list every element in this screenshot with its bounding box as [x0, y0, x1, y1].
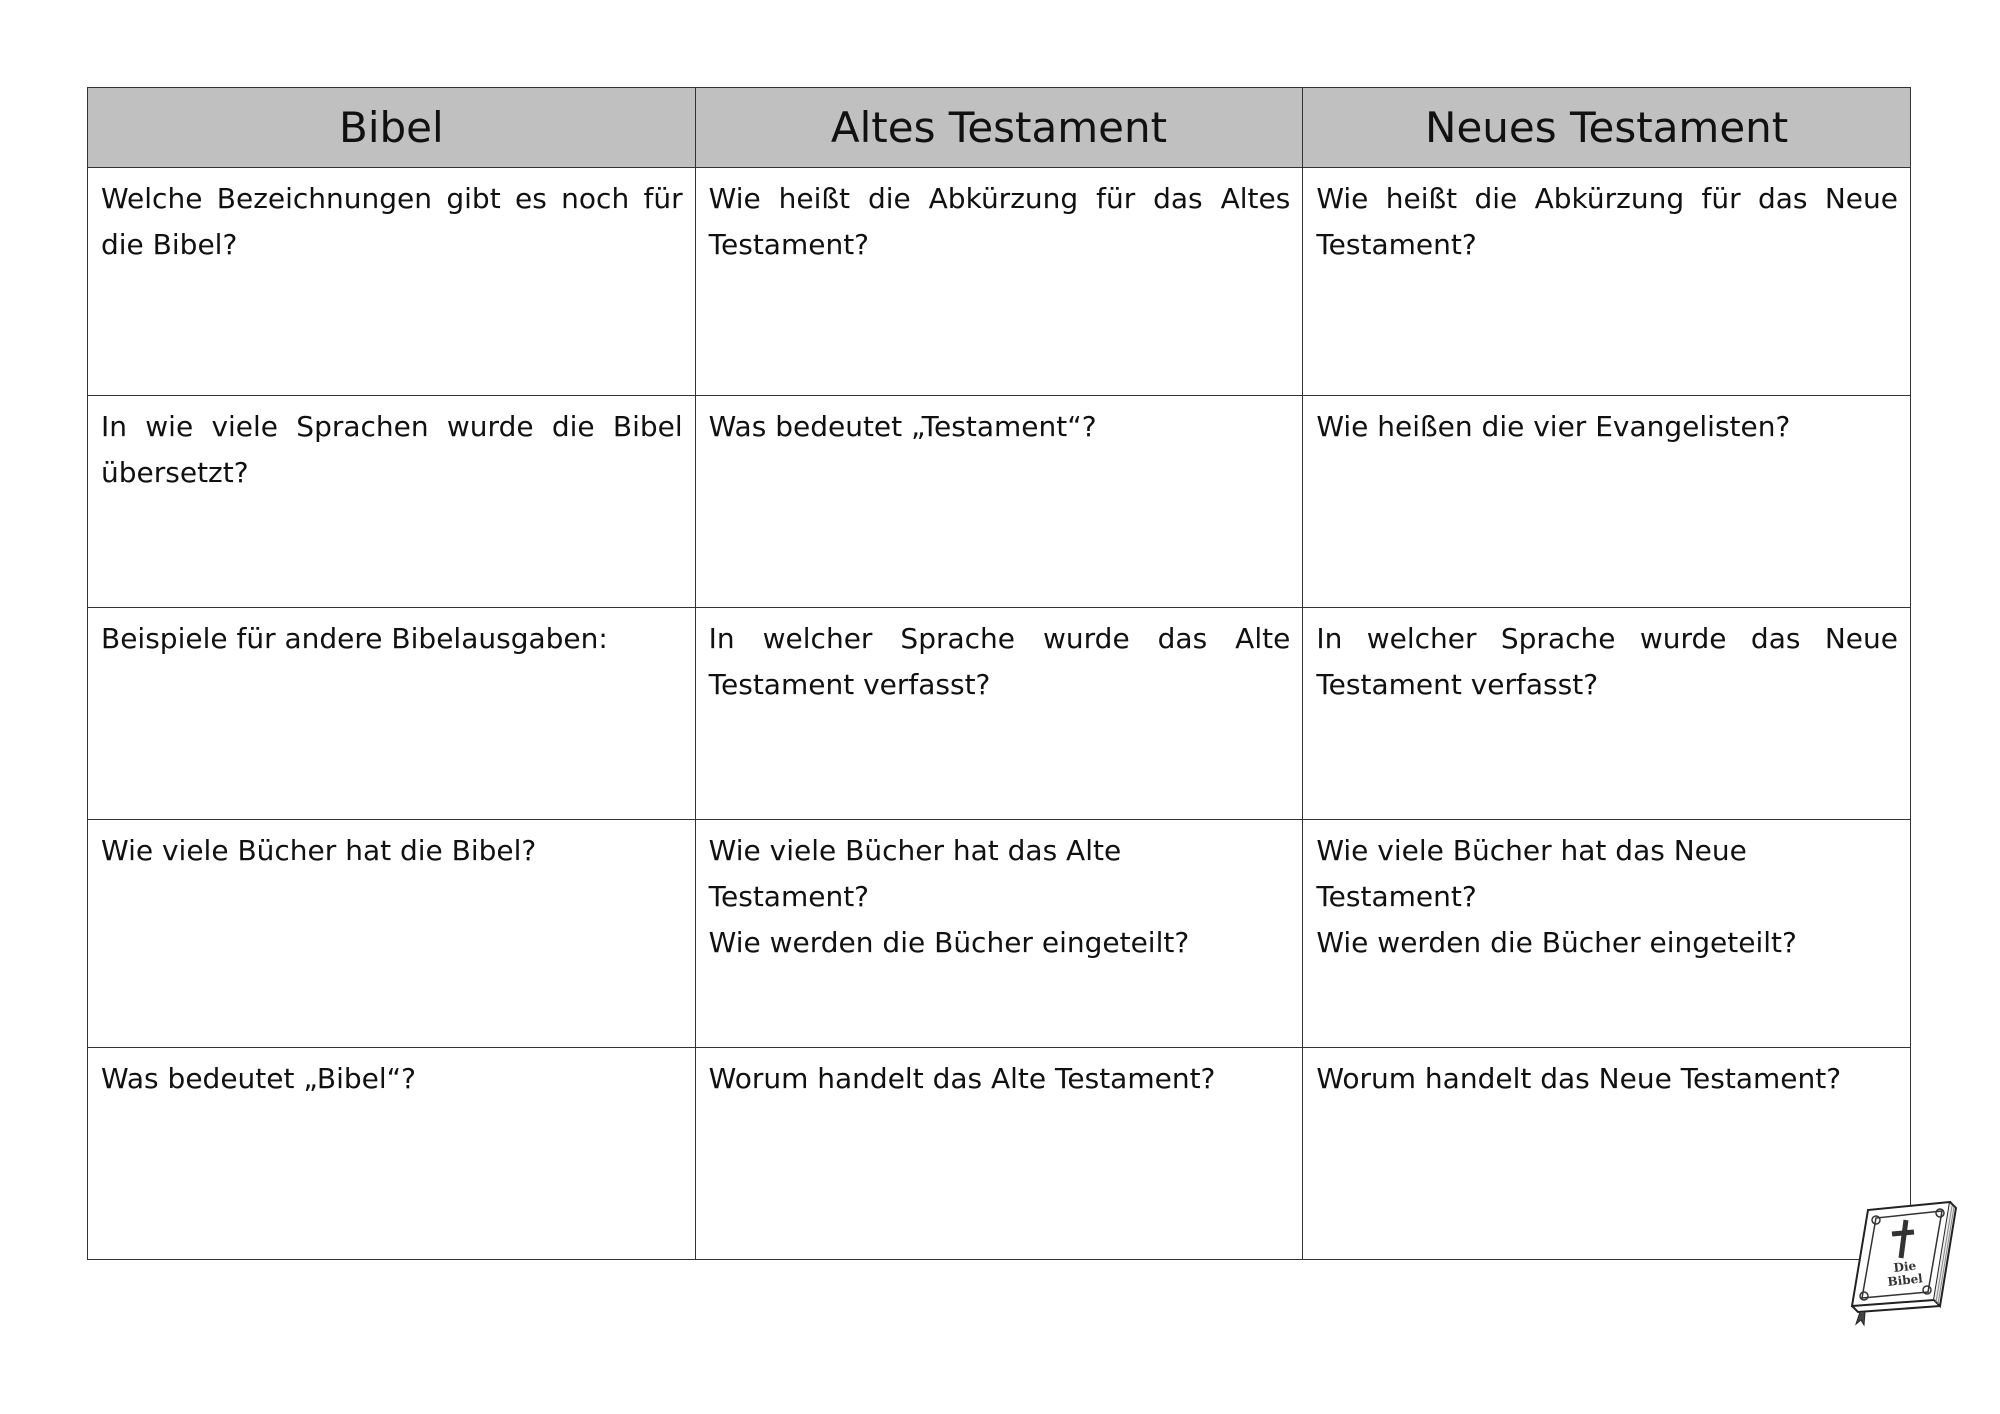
question-text: Wie heißt die Abkürzung für das Neue Testament? [1316, 182, 1898, 261]
question-text: Wie viele Bücher hat das Neue Testament? [1316, 834, 1747, 913]
question-text: Worum handelt das Alte Testament? [708, 1062, 1216, 1095]
column-header-altes-testament: Altes Testament [695, 88, 1303, 168]
question-text: Wie heißt die Abkürzung für das Altes Testament? [708, 182, 1291, 261]
answer-cell[interactable] [695, 820, 1303, 1048]
question-text: Was bedeutet „Testament“? [708, 410, 1097, 443]
table-row [88, 1048, 1911, 1260]
answer-cell[interactable] [1303, 396, 1911, 608]
question-text: Beispiele für andere Bibelausgaben: [101, 622, 608, 655]
bible-book-icon [1830, 1188, 1970, 1328]
question-text: Wie viele Bücher hat die Bibel? [101, 834, 537, 867]
question-text: In welcher Sprache wurde das Alte Testament verfasst? [708, 622, 1291, 701]
question-text: Welche Bezeichnungen gibt es noch für die Bibel? [101, 182, 683, 261]
question-text: Wie werden die Bücher eingeteilt? [1316, 926, 1797, 959]
table-row [88, 820, 1911, 1048]
answer-cell[interactable] [695, 168, 1303, 396]
answer-cell[interactable] [88, 168, 696, 396]
answer-cell[interactable] [88, 608, 696, 820]
question-text: Wie viele Bücher hat das Alte Testament? [708, 834, 1122, 913]
answer-cell[interactable] [1303, 1048, 1911, 1260]
answer-cell[interactable] [695, 608, 1303, 820]
column-header-neues-testament: Neues Testament [1303, 88, 1911, 168]
question-text: Wie heißen die vier Evangelisten? [1316, 410, 1791, 443]
illustration-title-line2: Bibel [1886, 1271, 1924, 1289]
answer-cell[interactable] [88, 820, 696, 1048]
answer-cell[interactable] [1303, 608, 1911, 820]
table-row [88, 608, 1911, 820]
answer-cell[interactable] [1303, 168, 1911, 396]
answer-cell[interactable] [88, 396, 696, 608]
question-text: Worum handelt das Neue Testament? [1316, 1062, 1842, 1095]
answer-cell[interactable] [695, 1048, 1303, 1260]
question-text: Was bedeutet „Bibel“? [101, 1062, 417, 1095]
question-text: Wie werden die Bücher eingeteilt? [708, 926, 1190, 959]
answer-cell[interactable] [1303, 820, 1911, 1048]
table-row [88, 168, 1911, 396]
question-text: In welcher Sprache wurde das Neue Testament verfasst? [1316, 622, 1898, 701]
worksheet-table [87, 87, 1911, 1260]
column-header-bibel: Bibel [88, 88, 696, 168]
answer-cell[interactable] [88, 1048, 696, 1260]
worksheet [87, 87, 1911, 1260]
question-text: In wie viele Sprachen wurde die Bibel übersetzt? [101, 410, 683, 489]
illustration-title-line1: Die [1892, 1258, 1917, 1275]
header-row [88, 88, 1911, 168]
answer-cell[interactable] [695, 396, 1303, 608]
table-row [88, 396, 1911, 608]
